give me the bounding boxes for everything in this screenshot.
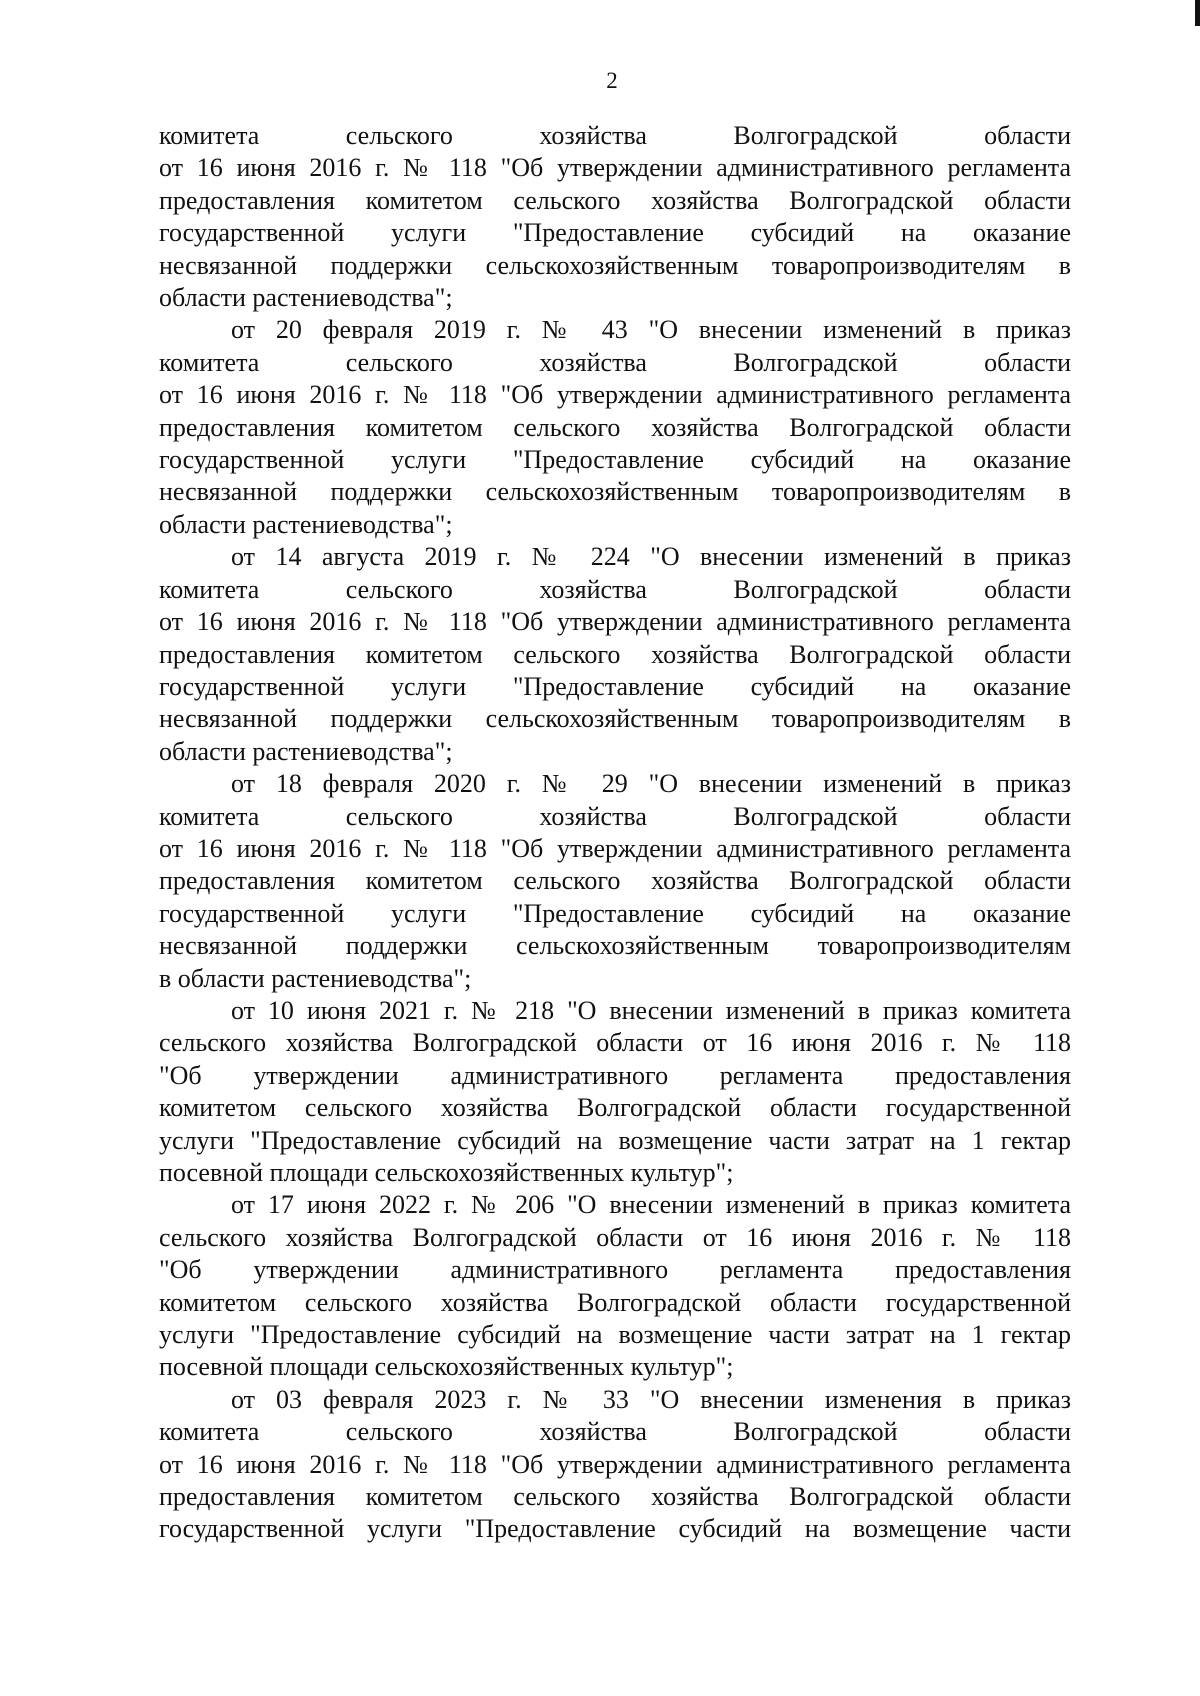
text-line: области растениеводства"; — [159, 283, 453, 313]
text-line: комитета сельского хозяйства Волгоградской области — [159, 574, 1071, 604]
text-line: "Об утверждении административного регламента предоставления — [159, 1060, 1071, 1090]
text-line: предоставления комитетом сельского хозяйства Волгоградской области — [159, 1482, 1071, 1512]
text-line: посевной площади сельскохозяйственных культур"; — [159, 1158, 734, 1187]
text-line: области растениеводства"; — [159, 509, 453, 539]
paragraph-order-2022-06-17 — [159, 1189, 1071, 1383]
text-line: несвязанной поддержки сельскохозяйственным товаропроизводителям в — [159, 704, 1071, 734]
paragraph-order-2021-06-10 — [159, 995, 1071, 1189]
text-line: комитетом сельского хозяйства Волгоградской области государственной — [159, 1093, 1071, 1123]
text-line: от 16 июня 2016 г. № 118 "Об утверждении административного регламента — [159, 1449, 1071, 1479]
text-line: предоставления комитетом сельского хозяйства Волгоградской области — [159, 185, 1071, 215]
text-line: комитета сельского хозяйства Волгоградской области — [159, 121, 1071, 150]
document-body — [159, 120, 1071, 1546]
text-line: от 03 февраля 2023 г. № 33 "О внесении изменения в приказ — [231, 1384, 1071, 1414]
paragraph-order-2020-02-18 — [159, 768, 1071, 995]
text-line: от 14 августа 2019 г. № 224 "О внесении изменений в приказ — [231, 542, 1071, 572]
text-line: от 16 июня 2016 г. № 118 "Об утверждении административного регламента — [159, 607, 1071, 637]
text-line: от 16 июня 2016 г. № 118 "Об утверждении административного регламента — [159, 833, 1071, 863]
text-line: от 20 февраля 2019 г. № 43 "О внесении изменений в приказ — [231, 315, 1071, 345]
page-number: 2 — [606, 68, 618, 93]
text-line: комитета сельского хозяйства Волгоградской области — [159, 347, 1071, 377]
paragraph-order-2023-02-03 — [159, 1384, 1071, 1546]
text-line: сельского хозяйства Волгоградской области от 16 июня 2016 г. № 118 — [159, 1028, 1071, 1058]
scan-edge-mark — [1195, 0, 1200, 26]
text-line: предоставления комитетом сельского хозяйства Волгоградской области — [159, 412, 1071, 442]
text-line: комитета сельского хозяйства Волгоградской области — [159, 1417, 1071, 1447]
text-line: несвязанной поддержки сельскохозяйственным товаропроизводителям — [159, 931, 1071, 961]
text-line: предоставления комитетом сельского хозяйства Волгоградской области — [159, 639, 1071, 669]
text-line: государственной услуги "Предоставление субсидий на возмещение части — [159, 1514, 1071, 1544]
text-line: государственной услуги "Предоставление субсидий на оказание — [159, 218, 1071, 248]
text-line: от 16 июня 2016 г. № 118 "Об утверждении административного регламента — [159, 380, 1071, 410]
text-line: от 10 июня 2021 г. № 218 "О внесении изменений в приказ комитета — [231, 995, 1071, 1025]
text-line: государственной услуги "Предоставление субсидий на оказание — [159, 445, 1071, 475]
text-line: от 16 июня 2016 г. № 118 "Об утверждении административного регламента — [159, 153, 1071, 183]
paragraph-order-2019-08-14 — [159, 541, 1071, 768]
paragraph-continuation — [159, 120, 1071, 314]
text-line: несвязанной поддержки сельскохозяйственным товаропроизводителям в — [159, 250, 1071, 280]
text-line: несвязанной поддержки сельскохозяйственным товаропроизводителям в — [159, 477, 1071, 507]
text-line: предоставления комитетом сельского хозяйства Волгоградской области — [159, 866, 1071, 896]
text-line: посевной площади сельскохозяйственных культур"; — [159, 1352, 734, 1382]
text-line: государственной услуги "Предоставление субсидий на оказание — [159, 898, 1071, 928]
text-line: "Об утверждении административного регламента предоставления — [159, 1255, 1071, 1285]
text-line: комитета сельского хозяйства Волгоградской области — [159, 801, 1071, 831]
text-line: сельского хозяйства Волгоградской области от 16 июня 2016 г. № 118 — [159, 1222, 1071, 1252]
text-line: от 17 июня 2022 г. № 206 "О внесении изменений в приказ комитета — [231, 1190, 1071, 1220]
text-line: в области растениеводства"; — [159, 963, 472, 993]
text-line: услуги "Предоставление субсидий на возмещение части затрат на 1 гектар — [159, 1125, 1071, 1155]
text-line: услуги "Предоставление субсидий на возмещение части затрат на 1 гектар — [159, 1320, 1071, 1350]
paragraph-order-2019-02-20 — [159, 314, 1071, 541]
text-line: от 18 февраля 2020 г. № 29 "О внесении изменений в приказ — [231, 769, 1071, 799]
text-line: комитетом сельского хозяйства Волгоградской области государственной — [159, 1287, 1071, 1317]
text-line: государственной услуги "Предоставление субсидий на оказание — [159, 671, 1071, 701]
text-line: области растениеводства"; — [159, 736, 453, 766]
